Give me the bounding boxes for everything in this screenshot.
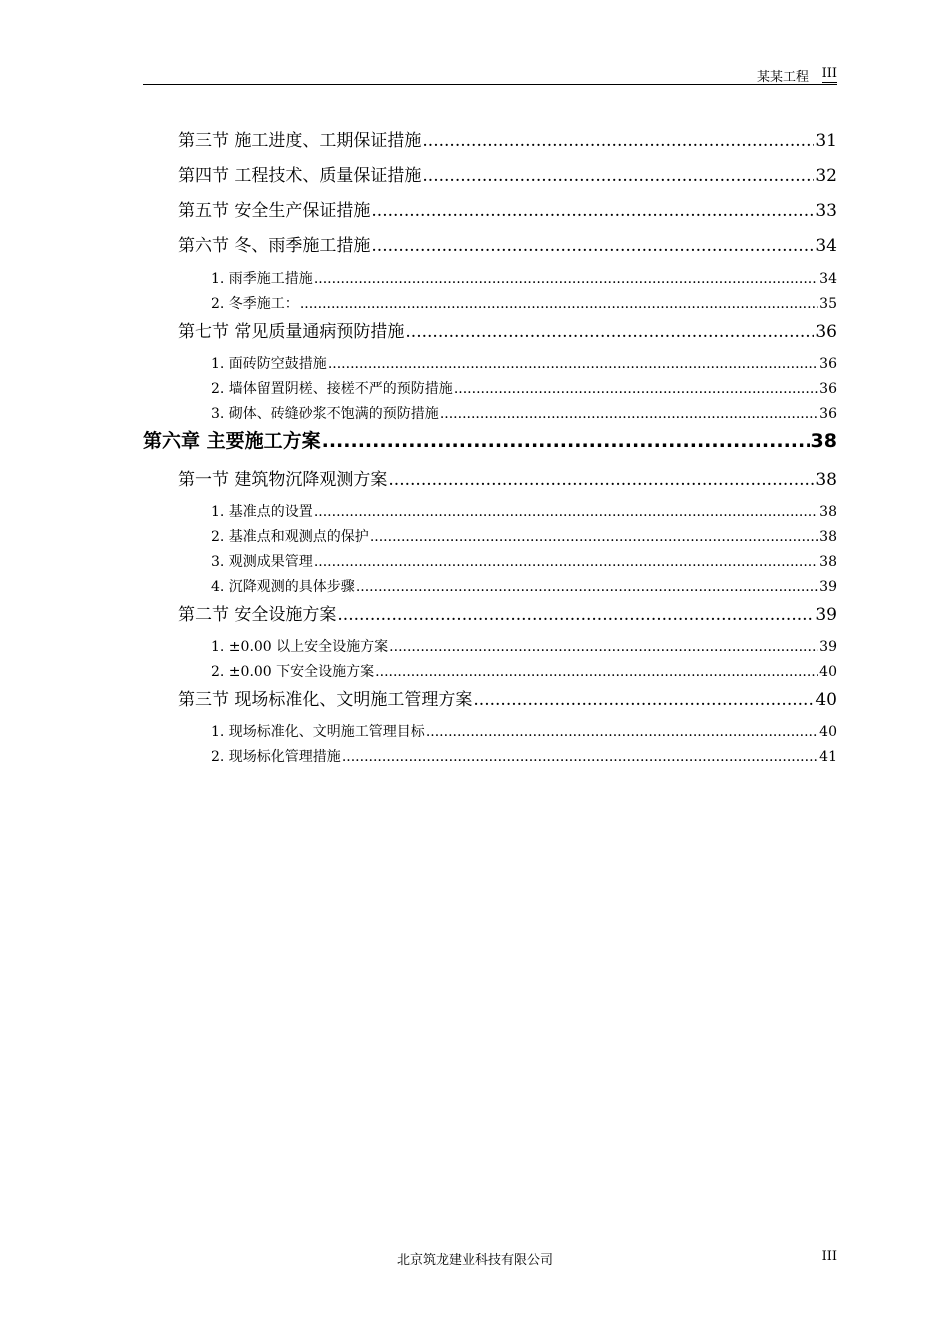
toc-entry-page-number: 38 <box>819 554 837 570</box>
toc-entry[interactable] <box>211 636 837 656</box>
toc-dot-leader <box>342 749 818 765</box>
toc-entry-label: 第七节 常见质量通病预防措施 <box>178 322 405 341</box>
toc-entry-label: 第一节 建筑物沉降观测方案 <box>178 470 388 489</box>
toc-entry-page-number: 36 <box>819 356 837 372</box>
toc-entry-label: 1. 基准点的设置 <box>211 504 313 520</box>
toc-entry-page-number: 38 <box>815 470 837 489</box>
toc-entry[interactable] <box>211 721 837 741</box>
toc-entry-label: 3. 观测成果管理 <box>211 554 313 570</box>
toc-dot-leader <box>389 639 818 655</box>
toc-entry[interactable] <box>211 353 837 373</box>
toc-entry-page-number: 40 <box>819 664 837 680</box>
page-header <box>143 64 837 85</box>
toc-entry[interactable] <box>211 501 837 521</box>
toc-dot-leader <box>440 406 818 422</box>
toc-entry-page-number: 39 <box>819 639 837 655</box>
toc-dot-leader <box>371 201 814 220</box>
toc-entry-page-number: 31 <box>815 131 837 150</box>
toc-entry-page-number: 36 <box>819 406 837 422</box>
toc-dot-leader <box>454 381 818 397</box>
toc-dot-leader <box>322 430 810 452</box>
toc-entry-page-number: 41 <box>819 749 837 765</box>
toc-entry-page-number: 34 <box>815 236 837 255</box>
toc-entry[interactable] <box>211 746 837 766</box>
toc-entry-label: 1. 面砖防空鼓措施 <box>211 356 327 372</box>
toc-entry-page-number: 39 <box>819 579 837 595</box>
toc-entry-page-number: 40 <box>819 724 837 740</box>
toc-entry[interactable] <box>211 378 837 398</box>
toc-entry[interactable] <box>211 551 837 571</box>
toc-entry-label: 第三节 现场标准化、文明施工管理方案 <box>178 690 473 709</box>
toc-entry-label: 第四节 工程技术、质量保证措施 <box>178 166 422 185</box>
toc-entry[interactable] <box>178 600 837 624</box>
toc-entry[interactable] <box>211 526 837 546</box>
toc-entry[interactable] <box>211 661 837 681</box>
toc-dot-leader <box>314 271 818 287</box>
toc-entry[interactable] <box>211 293 837 313</box>
header-title: 某某工程 <box>756 70 809 85</box>
toc-dot-leader <box>371 236 814 255</box>
toc-entry-label: 1. ±0.00 以上安全设施方案 <box>211 639 389 655</box>
toc-entry[interactable] <box>211 403 837 423</box>
toc-entry-label: 第三节 施工进度、工期保证措施 <box>178 131 422 150</box>
toc-dot-leader <box>426 724 818 740</box>
toc-entry-page-number: 38 <box>819 504 837 520</box>
toc-entry-page-number: 36 <box>815 322 837 341</box>
toc-entry[interactable] <box>178 231 837 255</box>
toc-dot-leader <box>422 166 814 185</box>
toc-dot-leader <box>370 529 818 545</box>
toc-dot-leader <box>405 322 814 341</box>
toc-entry-label: 2. 墙体留置阴槎、接槎不严的预防措施 <box>211 381 453 397</box>
footer-company: 北京筑龙建业科技有限公司 <box>396 1253 553 1268</box>
toc-entry-label: 1. 现场标准化、文明施工管理目标 <box>211 724 425 740</box>
toc-entry[interactable] <box>178 126 837 150</box>
toc-entry[interactable] <box>211 268 837 288</box>
toc-entry-label: 第二节 安全设施方案 <box>178 605 337 624</box>
toc-entry-page-number: 33 <box>815 201 837 220</box>
toc-entry-label: 2. 冬季施工： <box>211 296 299 312</box>
toc-entry[interactable] <box>178 685 837 709</box>
toc-entry[interactable] <box>178 196 837 220</box>
toc-entry[interactable] <box>143 426 837 452</box>
toc-entry-label: 4. 沉降观测的具体步骤 <box>211 579 355 595</box>
toc-dot-leader <box>422 131 814 150</box>
toc-entry-label: 第六章 主要施工方案 <box>143 430 321 452</box>
toc-entry-label: 2. 基准点和观测点的保护 <box>211 529 369 545</box>
toc-dot-leader <box>388 470 814 489</box>
toc-dot-leader <box>300 296 818 312</box>
toc-entry[interactable] <box>178 161 837 185</box>
toc-entry[interactable] <box>211 576 837 596</box>
toc-entry-page-number: 38 <box>819 529 837 545</box>
toc-entry[interactable] <box>178 317 837 341</box>
toc-dot-leader <box>473 690 814 709</box>
toc-dot-leader <box>356 579 818 595</box>
toc-entry-label: 第六节 冬、雨季施工措施 <box>178 236 371 255</box>
toc-entry-page-number: 39 <box>815 605 837 624</box>
toc-entry[interactable] <box>178 465 837 489</box>
toc-entry-label: 1. 雨季施工措施 <box>211 271 313 287</box>
toc-entry-label: 2. 现场标化管理措施 <box>211 749 341 765</box>
header-page-number: III <box>821 66 837 81</box>
toc-entry-page-number: 32 <box>815 166 837 185</box>
toc-entry-label: 2. ±0.00 下安全设施方案 <box>211 664 375 680</box>
toc-entry-page-number: 35 <box>819 296 837 312</box>
toc-dot-leader <box>328 356 818 372</box>
toc-entry-page-number: 40 <box>815 690 837 709</box>
toc-dot-leader <box>375 664 818 680</box>
toc-dot-leader <box>337 605 814 624</box>
toc-entry-page-number: 38 <box>810 430 837 452</box>
toc-entry-label: 3. 砌体、砖缝砂浆不饱满的预防措施 <box>211 406 439 422</box>
toc-dot-leader <box>314 504 818 520</box>
toc-entry-label: 第五节 安全生产保证措施 <box>178 201 371 220</box>
toc-entry-page-number: 34 <box>819 271 837 287</box>
toc-dot-leader <box>314 554 818 570</box>
footer-page-number: III <box>821 1249 837 1264</box>
toc-entry-page-number: 36 <box>819 381 837 397</box>
